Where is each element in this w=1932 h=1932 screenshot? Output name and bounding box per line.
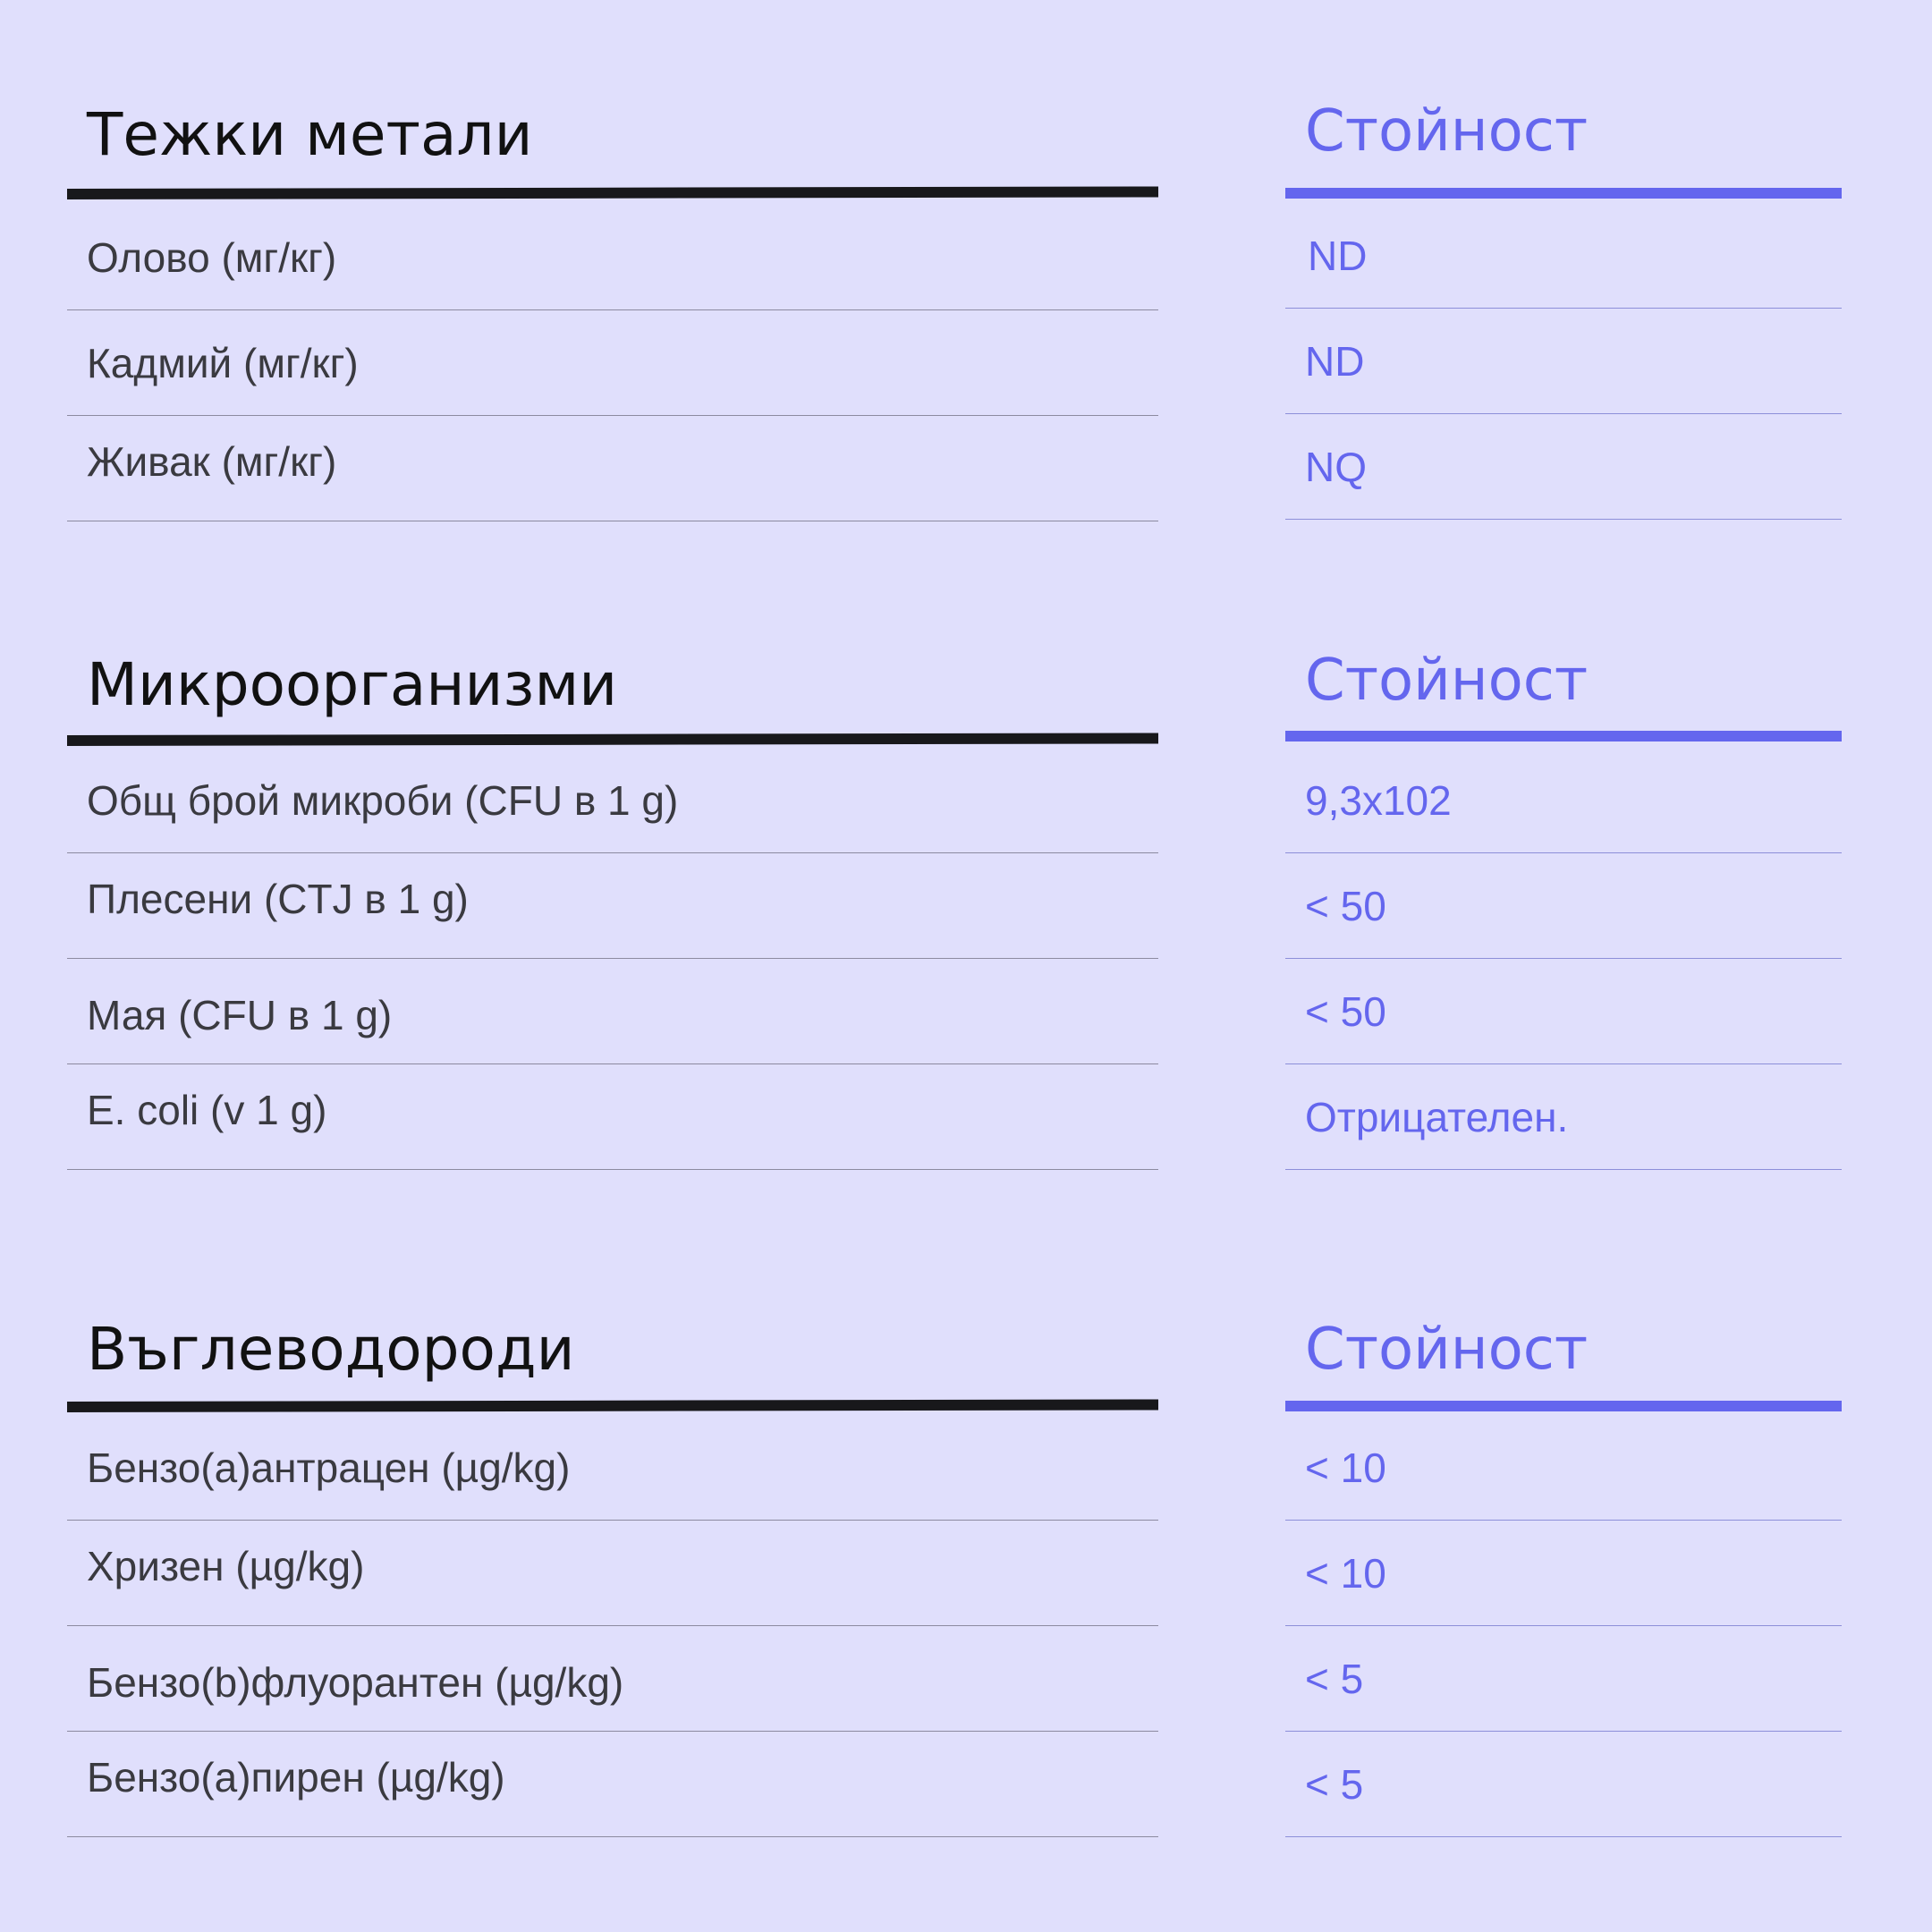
- row-label: Бензо(а)пирен (µg/kg): [87, 1754, 505, 1801]
- value-row: [1285, 1415, 1842, 1521]
- value-column-heading: Стойност: [1305, 98, 1589, 165]
- row-label: Общ брой микроби (CFU в 1 g): [87, 777, 679, 824]
- table-row: [67, 1732, 1158, 1837]
- table-row: [67, 1064, 1158, 1170]
- value-row: [1285, 853, 1842, 959]
- row-label: Бензо(b)флуорантен (µg/kg): [87, 1659, 624, 1706]
- table-row: [67, 416, 1158, 521]
- table-row: [67, 853, 1158, 959]
- row-label: E. coli (v 1 g): [87, 1087, 327, 1133]
- row-label: Плесени (CTJ в 1 g): [87, 876, 469, 922]
- row-value: Отрицателен.: [1305, 1094, 1569, 1140]
- value-heading-divider: [1285, 731, 1842, 741]
- value-row: [1285, 1732, 1842, 1837]
- section-heading: Тежки метали: [87, 100, 533, 169]
- section-heading: Микроорганизми: [87, 650, 618, 719]
- value-heading-divider: [1285, 1401, 1842, 1411]
- table-row: [67, 1521, 1158, 1626]
- row-value: < 50: [1305, 883, 1386, 929]
- row-value: 9,3x102: [1305, 777, 1452, 824]
- row-value: ND: [1308, 233, 1368, 279]
- value-row: [1285, 1064, 1842, 1170]
- row-value: < 10: [1305, 1445, 1386, 1491]
- row-value: < 50: [1305, 988, 1386, 1035]
- value-row: [1285, 1521, 1842, 1626]
- row-value: < 5: [1305, 1761, 1364, 1808]
- table-row: [67, 310, 1158, 416]
- table-row: [67, 748, 1158, 853]
- value-column-heading: Стойност: [1305, 648, 1589, 714]
- table-row: [67, 1626, 1158, 1732]
- value-row: [1285, 203, 1842, 309]
- row-label: Хризен (µg/kg): [87, 1543, 365, 1589]
- row-label: Бензо(а)антрацен (µg/kg): [87, 1445, 571, 1491]
- heading-divider: [67, 733, 1158, 746]
- value-row: [1285, 414, 1842, 520]
- row-label: Живак (мг/кг): [87, 438, 337, 485]
- value-row: [1285, 748, 1842, 853]
- row-label: Мая (CFU в 1 g): [87, 992, 393, 1038]
- table-row: [67, 205, 1158, 310]
- row-value: ND: [1305, 338, 1365, 385]
- heading-divider: [67, 186, 1158, 199]
- row-label: Олово (мг/кг): [87, 234, 337, 281]
- row-value: < 5: [1305, 1656, 1364, 1702]
- row-value: < 10: [1305, 1550, 1386, 1597]
- section-heading: Въглеводороди: [87, 1315, 575, 1384]
- table-row: [67, 959, 1158, 1064]
- value-row: [1285, 1626, 1842, 1732]
- table-row: [67, 1415, 1158, 1521]
- value-column-heading: Стойност: [1305, 1317, 1589, 1383]
- value-row: [1285, 309, 1842, 414]
- value-heading-divider: [1285, 188, 1842, 199]
- row-label: Кадмий (мг/кг): [87, 340, 359, 386]
- value-row: [1285, 959, 1842, 1064]
- heading-divider: [67, 1399, 1158, 1412]
- row-value: NQ: [1305, 444, 1367, 490]
